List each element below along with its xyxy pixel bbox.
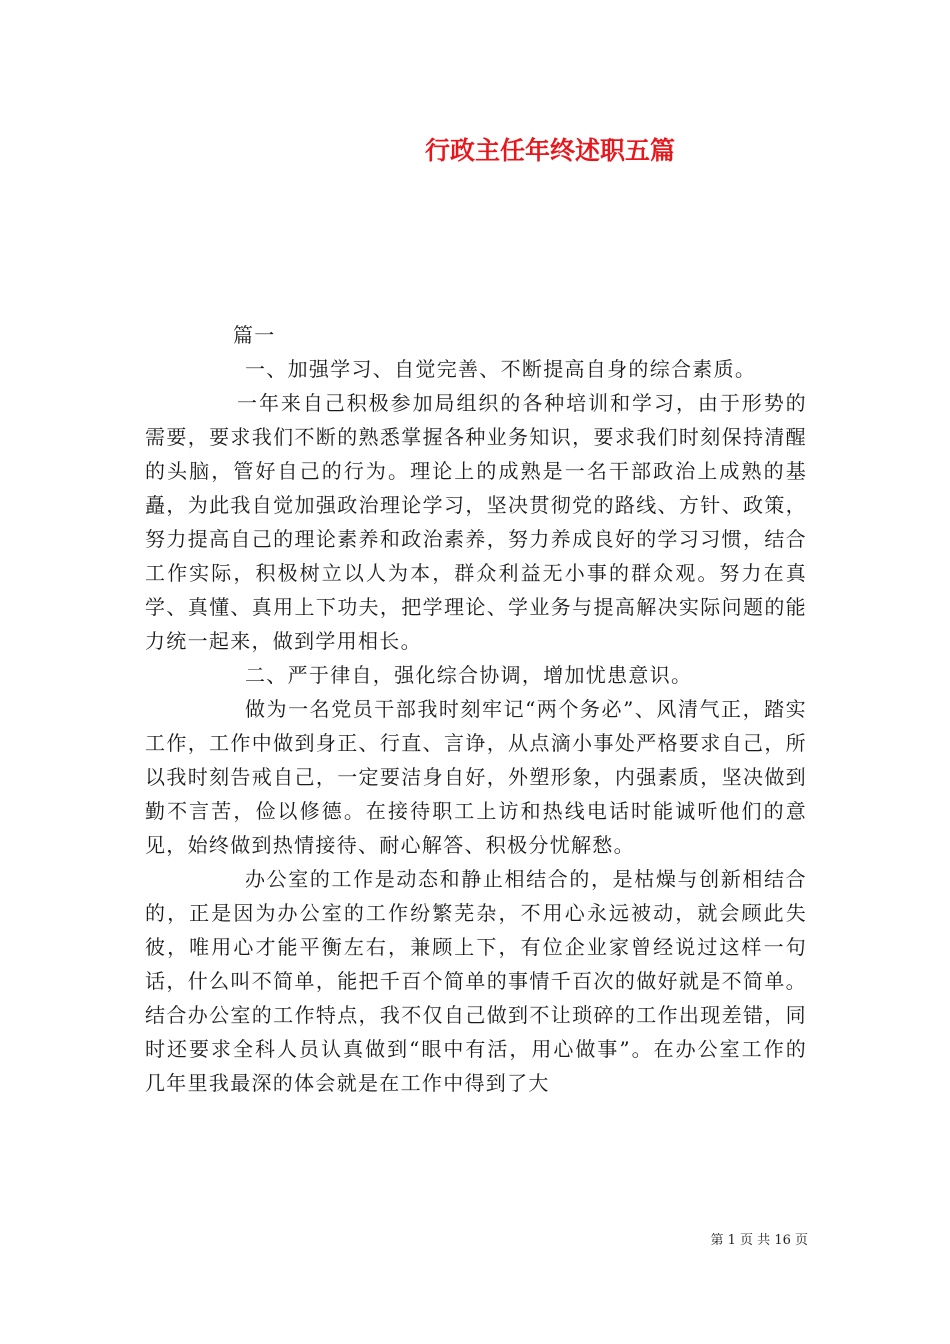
section-heading-1: 一、加强学习、自觉完善、不断提高自身的综合素质。 bbox=[245, 357, 757, 381]
document-body bbox=[145, 318, 807, 1100]
document-title: 行政主任年终述职五篇 bbox=[424, 136, 675, 165]
paragraph-1: 一年来自己积极参加局组织的各种培训和学习，由于形势的需要，要求我们不断的熟悉掌握各种业务知识，要求我们时刻保持清醒的头脑，管好自己的行为。理论上的成熟是一名干部政治上成熟的基矗，为此我自觉加强政治理论学习，坚决贯彻党的路线、方针、政策，努力提高自己的理论素养和政治素养，努力养成良好的学习习惯，结合工作实际，积极树立以人为本，群众利益无小事的群众观。努力在真学、真懂、真用上下功夫，把学理论、学业务与提高解决实际问题的能力统一起来，做到学用相长。 bbox=[145, 391, 807, 653]
paragraph-2: 做为一名党员干部我时刻牢记“两个务必”、风清气正，踏实工作，工作中做到身正、行直、言诤，从点滴小事处严格要求自己，所以我时刻告戒自己，一定要洁身自好，外塑形象，内强素质，坚决做到勤不言苦，俭以修德。在接待职工上访和热线电话时能诚听他们的意见，始终做到热情接待、耐心解答、积极分忧解愁。 bbox=[145, 697, 807, 857]
section-heading-2: 二、严于律自，强化综合协调，增加忧患意识。 bbox=[245, 663, 693, 687]
page-number-footer: 第 1 页 共 16 页 bbox=[710, 1233, 808, 1248]
section-label: 篇一 bbox=[233, 323, 276, 347]
paragraph-3: 办公室的工作是动态和静止相结合的，是枯燥与创新相结合的，正是因为办公室的工作纷繁芜杂，不用心永远被动，就会顾此失彼，唯用心才能平衡左右，兼顾上下，有位企业家曾经说过这样一句话，什么叫不简单，能把千百个简单的事情千百次的做好就是不简单。结合办公室的工作特点，我不仅自己做到不让琐碎的工作出现差错，同时还要求全科人员认真做到“眼中有活，用心做事”。在办公室工作的几年里我最深的体会就是在工作中得到了大 bbox=[145, 867, 807, 1095]
